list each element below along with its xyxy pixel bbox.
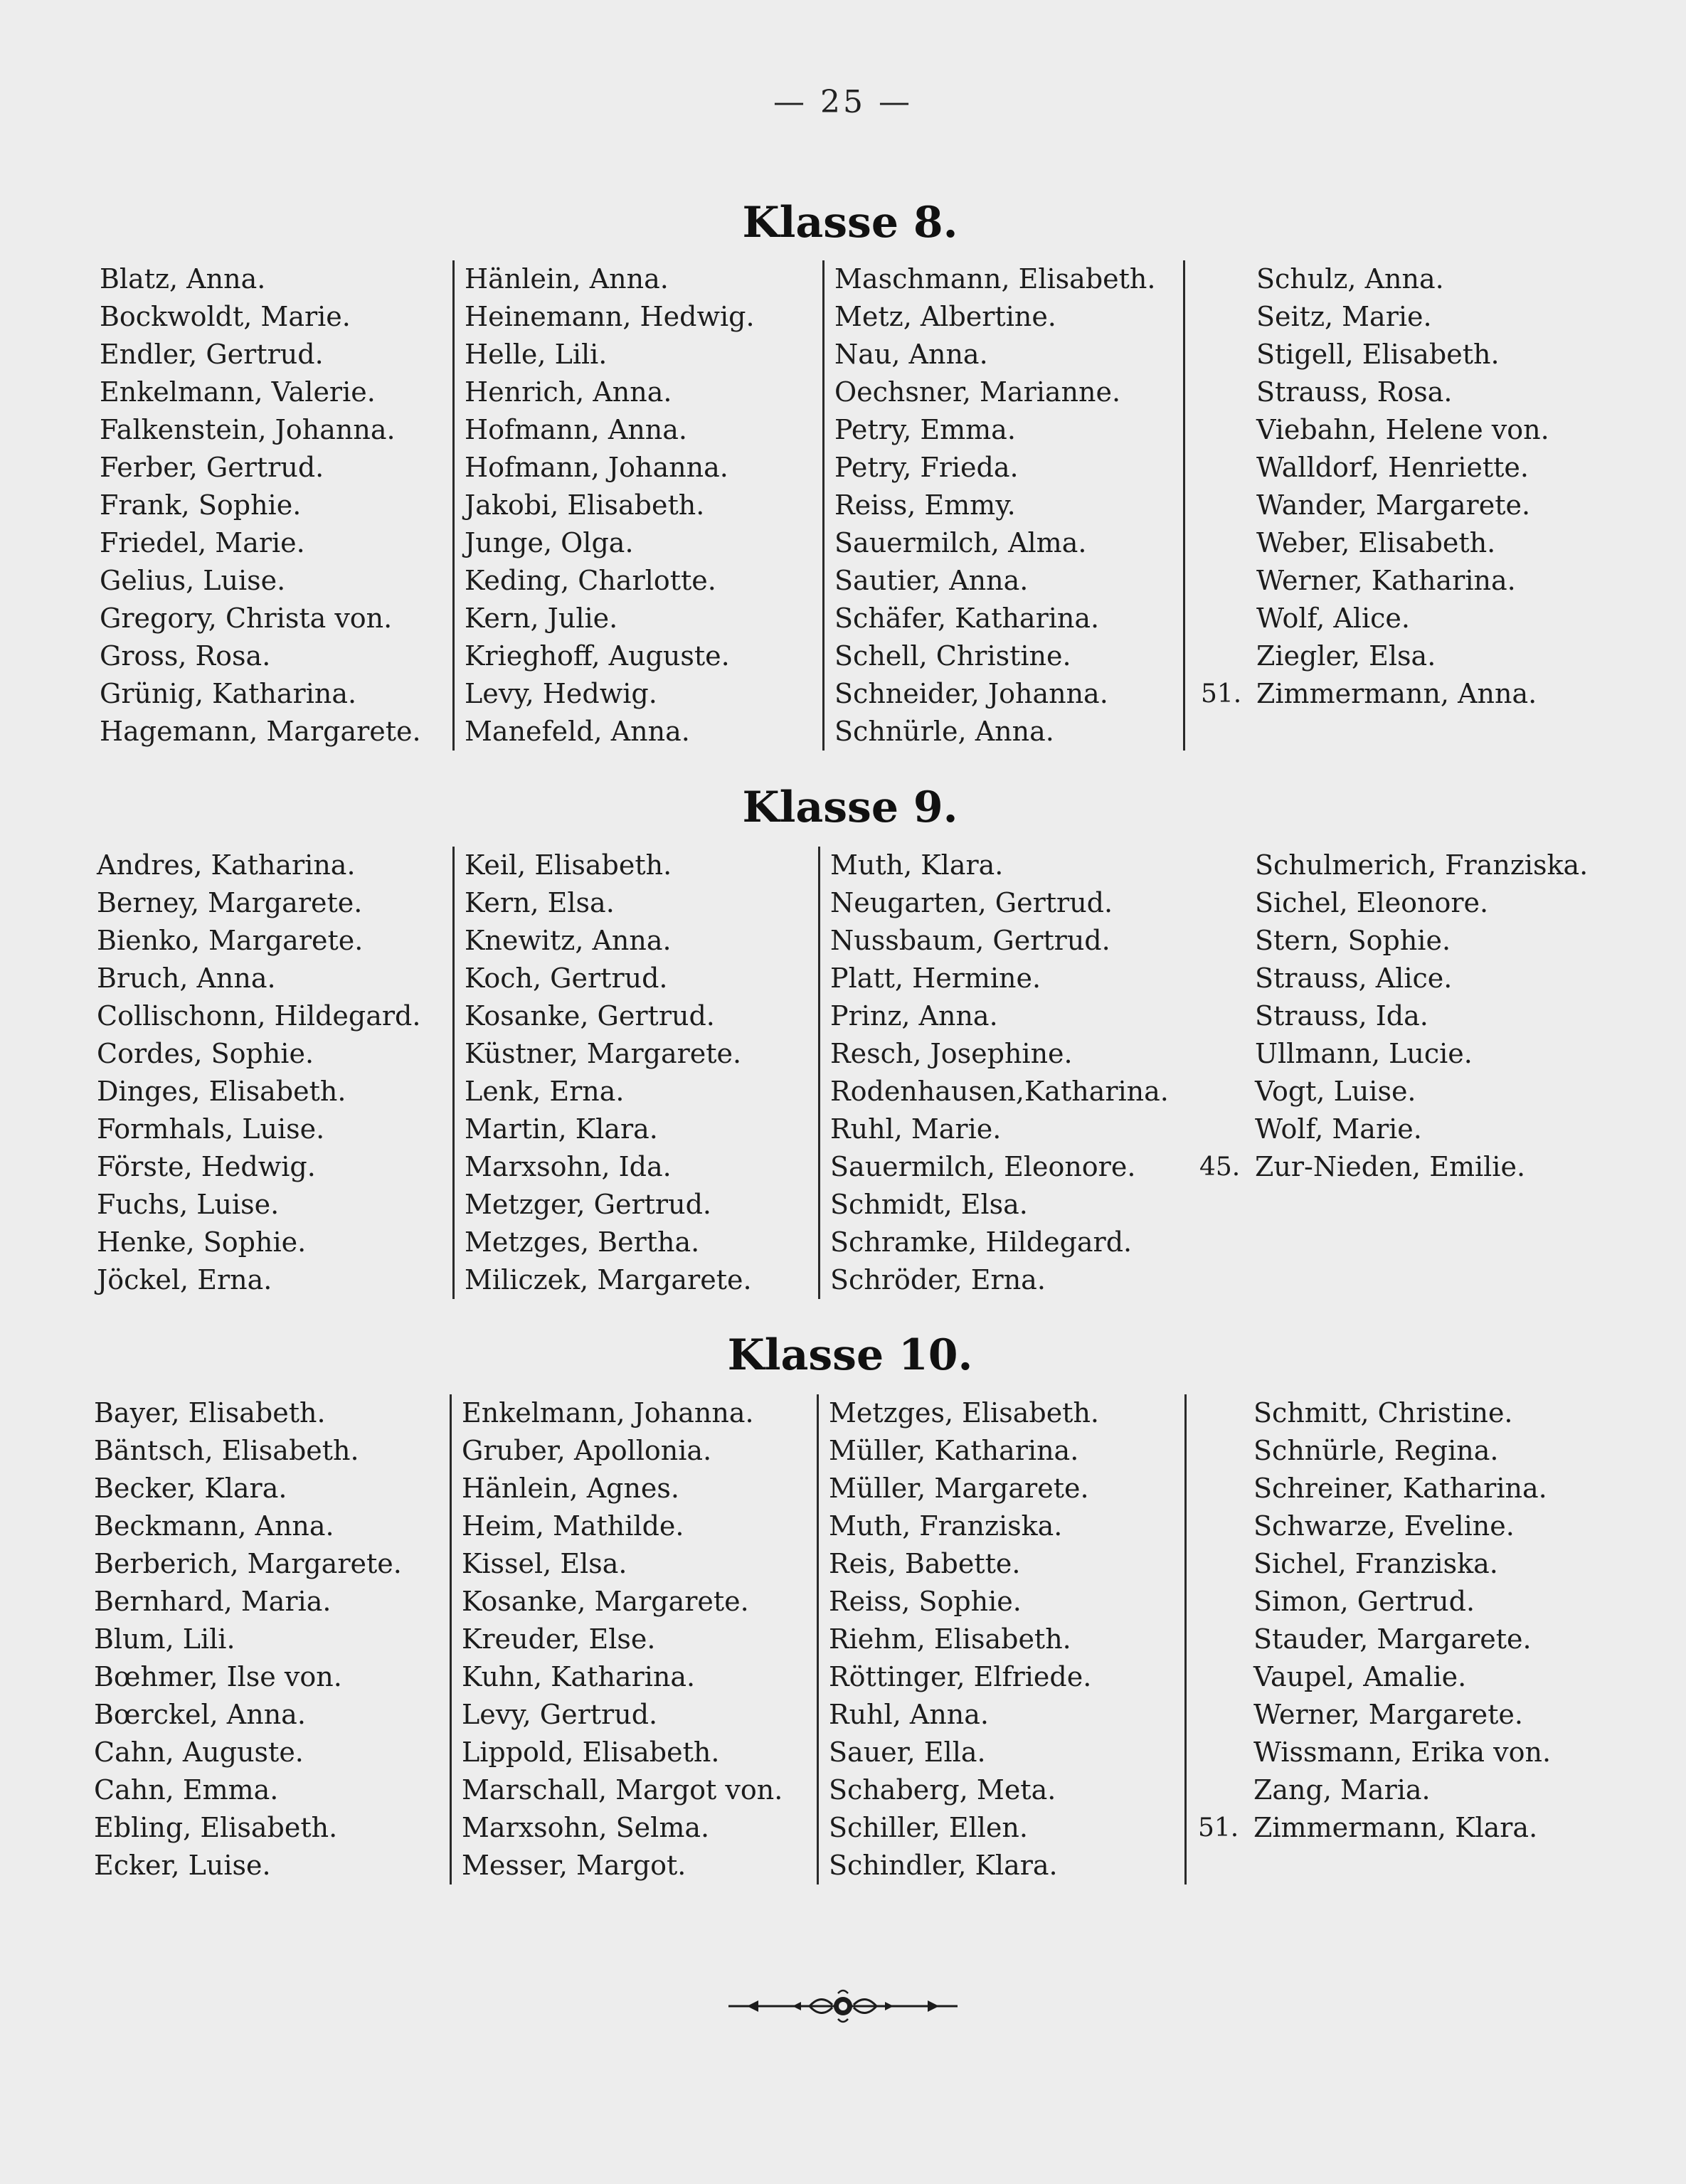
student-name: Schell, Christine. — [834, 640, 1071, 672]
student-name: Sauer, Ella. — [829, 1737, 986, 1768]
section-title-klasse-10: Klasse 10. — [727, 1330, 973, 1380]
section-title-klasse-9: Klasse 9. — [742, 783, 958, 832]
student-name: Schneider, Johanna. — [834, 678, 1108, 709]
student-name: Riehm, Elisabeth. — [829, 1623, 1071, 1655]
student-name: Becker, Klara. — [94, 1473, 287, 1504]
student-name: Schiller, Ellen. — [829, 1812, 1028, 1843]
student-name-text: Zur-Nieden, Emilie. — [1255, 1151, 1526, 1182]
ornamental-divider-icon — [726, 1986, 960, 2026]
student-name: Muth, Klara. — [830, 849, 1004, 881]
student-name: Henrich, Anna. — [465, 376, 672, 408]
student-name: Henke, Sophie. — [97, 1226, 307, 1258]
student-name: Sichel, Franziska. — [1253, 1548, 1498, 1579]
student-name: Walldorf, Henriette. — [1256, 452, 1529, 483]
student-name: Miliczek, Margarete. — [465, 1264, 752, 1295]
student-name — [1201, 675, 1549, 713]
student-name: Neugarten, Gertrud. — [830, 887, 1113, 918]
student-name: Krieghoff, Auguste. — [465, 640, 730, 672]
student-name: Friedel, Marie. — [100, 527, 305, 558]
student-name: Prinz, Anna. — [830, 1000, 998, 1032]
student-name: Gregory, Christa von. — [100, 603, 393, 634]
student-name: Dinges, Elisabeth. — [97, 1076, 346, 1107]
class-total: 51. — [1198, 1813, 1239, 1843]
student-name — [1199, 1148, 1588, 1186]
student-name: Zang, Maria. — [1253, 1774, 1431, 1806]
student-name: Müller, Margarete. — [829, 1473, 1089, 1504]
student-name: Grünig, Katharina. — [100, 678, 357, 709]
klasse-8-column-3 — [822, 260, 1185, 751]
student-name: Stern, Sophie. — [1255, 925, 1451, 956]
class-total: 51. — [1201, 679, 1242, 709]
klasse-10-column-2 — [450, 1394, 783, 1885]
student-name: Lenk, Erna. — [465, 1076, 625, 1107]
student-name: Schindler, Klara. — [829, 1850, 1058, 1881]
student-name: Hofmann, Johanna. — [465, 452, 728, 483]
student-name: Seitz, Marie. — [1256, 301, 1432, 332]
student-name: Reis, Babette. — [829, 1548, 1021, 1579]
student-name: Martin, Klara. — [465, 1113, 658, 1145]
student-name: Nussbaum, Gertrud. — [830, 925, 1110, 956]
student-name: Ruhl, Anna. — [829, 1699, 989, 1730]
student-name: Petry, Frieda. — [834, 452, 1019, 483]
klasse-8-column-1 — [100, 260, 421, 751]
student-name: Schulmerich, Franziska. — [1255, 849, 1589, 881]
student-name: Bœrckel, Anna. — [94, 1699, 306, 1730]
student-name: Metz, Albertine. — [834, 301, 1056, 332]
student-name: Vaupel, Amalie. — [1253, 1661, 1467, 1692]
student-name: Jakobi, Elisabeth. — [465, 489, 705, 521]
student-name: Nau, Anna. — [834, 339, 988, 370]
student-name: Viebahn, Helene von. — [1256, 414, 1549, 445]
student-name: Gross, Rosa. — [100, 640, 271, 672]
student-name: Metzges, Elisabeth. — [829, 1397, 1099, 1428]
student-name: Wander, Margarete. — [1256, 489, 1531, 521]
klasse-9-column-2 — [452, 847, 752, 1299]
student-name-text: Zimmermann, Anna. — [1256, 678, 1537, 709]
student-name: Schwarze, Eveline. — [1253, 1510, 1515, 1542]
student-name: Stauder, Margarete. — [1253, 1623, 1532, 1655]
student-name: Kosanke, Gertrud. — [465, 1000, 715, 1032]
student-name: Petry, Emma. — [834, 414, 1016, 445]
student-name: Stigell, Elisabeth. — [1256, 339, 1500, 370]
student-name: Marxsohn, Selma. — [462, 1812, 710, 1843]
student-name: Hänlein, Agnes. — [462, 1473, 680, 1504]
section-title-klasse-8: Klasse 8. — [742, 198, 958, 248]
student-name: Strauss, Rosa. — [1256, 376, 1453, 408]
student-name: Wolf, Marie. — [1255, 1113, 1422, 1145]
student-name: Ullmann, Lucie. — [1255, 1038, 1473, 1069]
student-name: Ecker, Luise. — [94, 1850, 271, 1881]
student-name: Sauermilch, Alma. — [834, 527, 1087, 558]
student-name: Reiss, Emmy. — [834, 489, 1016, 521]
student-name: Müller, Katharina. — [829, 1435, 1079, 1466]
student-name: Jöckel, Erna. — [97, 1264, 272, 1295]
klasse-8-column-2 — [452, 260, 755, 751]
student-name: Bockwoldt, Marie. — [100, 301, 351, 332]
student-name: Formhals, Luise. — [97, 1113, 325, 1145]
student-name: Ruhl, Marie. — [830, 1113, 1002, 1145]
student-name: Maschmann, Elisabeth. — [834, 263, 1156, 295]
student-name: Enkelmann, Johanna. — [462, 1397, 754, 1428]
klasse-9-column-4 — [1199, 847, 1589, 1186]
student-name: Gruber, Apollonia. — [462, 1435, 712, 1466]
student-name: Levy, Gertrud. — [462, 1699, 658, 1730]
student-name: Berney, Margarete. — [97, 887, 363, 918]
student-name: Schnürle, Anna. — [834, 716, 1054, 747]
student-name: Heinemann, Hedwig. — [465, 301, 755, 332]
student-name: Wolf, Alice. — [1256, 603, 1410, 634]
student-name: Falkenstein, Johanna. — [100, 414, 396, 445]
student-name: Beckmann, Anna. — [94, 1510, 334, 1542]
student-name: Blum, Lili. — [94, 1623, 235, 1655]
student-name: Andres, Katharina. — [97, 849, 356, 881]
student-name: Schmitt, Christine. — [1253, 1397, 1513, 1428]
student-name: Blatz, Anna. — [100, 263, 266, 295]
student-name: Ferber, Gertrud. — [100, 452, 324, 483]
student-name: Strauss, Ida. — [1255, 1000, 1428, 1032]
student-name: Berberich, Margarete. — [94, 1548, 402, 1579]
student-name: Bäntsch, Elisabeth. — [94, 1435, 359, 1466]
student-name: Platt, Hermine. — [830, 963, 1041, 994]
student-name: Schröder, Erna. — [830, 1264, 1046, 1295]
student-name: Bernhard, Maria. — [94, 1586, 332, 1617]
student-name: Rodenhausen,Katharina. — [830, 1076, 1169, 1107]
student-name: Schreiner, Katharina. — [1253, 1473, 1547, 1504]
student-name: Lippold, Elisabeth. — [462, 1737, 720, 1768]
student-name: Resch, Josephine. — [830, 1038, 1073, 1069]
student-name: Hofmann, Anna. — [465, 414, 687, 445]
student-name: Hagemann, Margarete. — [100, 716, 421, 747]
student-name: Hänlein, Anna. — [465, 263, 669, 295]
student-name: Kreuder, Else. — [462, 1623, 656, 1655]
student-name: Weber, Elisabeth. — [1256, 527, 1496, 558]
student-name: Cordes, Sophie. — [97, 1038, 314, 1069]
student-name — [1198, 1809, 1551, 1847]
student-name: Cahn, Emma. — [94, 1774, 279, 1806]
student-name-text: Zimmermann, Klara. — [1253, 1812, 1538, 1843]
student-name: Kuhn, Katharina. — [462, 1661, 696, 1692]
student-name: Förste, Hedwig. — [97, 1151, 316, 1182]
student-name: Keil, Elisabeth. — [465, 849, 672, 881]
student-name: Vogt, Luise. — [1255, 1076, 1416, 1107]
student-name: Schulz, Anna. — [1256, 263, 1444, 295]
student-name: Reiss, Sophie. — [829, 1586, 1022, 1617]
student-name: Werner, Katharina. — [1256, 565, 1516, 596]
student-name: Kosanke, Margarete. — [462, 1586, 749, 1617]
student-name: Messer, Margot. — [462, 1850, 686, 1881]
student-name: Knewitz, Anna. — [465, 925, 672, 956]
student-name: Sauermilch, Eleonore. — [830, 1151, 1136, 1182]
student-name: Sichel, Eleonore. — [1255, 887, 1489, 918]
klasse-8-column-4 — [1201, 260, 1549, 713]
student-name: Ebling, Elisabeth. — [94, 1812, 338, 1843]
student-name: Cahn, Auguste. — [94, 1737, 304, 1768]
student-name: Sautier, Anna. — [834, 565, 1029, 596]
student-name: Kissel, Elsa. — [462, 1548, 627, 1579]
student-name: Schäfer, Katharina. — [834, 603, 1100, 634]
student-name: Gelius, Luise. — [100, 565, 286, 596]
student-name: Kern, Julie. — [465, 603, 618, 634]
student-name: Bœhmer, Ilse von. — [94, 1661, 342, 1692]
page-number: — 25 — — [773, 84, 913, 120]
student-name: Küstner, Margarete. — [465, 1038, 742, 1069]
student-name: Helle, Lili. — [465, 339, 608, 370]
klasse-10-column-1 — [94, 1394, 402, 1885]
klasse-10-column-3 — [817, 1394, 1187, 1885]
student-name: Endler, Gertrud. — [100, 339, 324, 370]
student-name: Junge, Olga. — [465, 527, 634, 558]
student-name: Keding, Charlotte. — [465, 565, 716, 596]
class-total: 45. — [1199, 1152, 1241, 1182]
student-name: Bruch, Anna. — [97, 963, 276, 994]
klasse-10-column-4 — [1198, 1394, 1552, 1847]
student-name: Muth, Franziska. — [829, 1510, 1063, 1542]
student-name: Collischonn, Hildegard. — [97, 1000, 421, 1032]
student-name: Röttinger, Elfriede. — [829, 1661, 1092, 1692]
student-name: Enkelmann, Valerie. — [100, 376, 376, 408]
student-name: Heim, Mathilde. — [462, 1510, 684, 1542]
student-name: Strauss, Alice. — [1255, 963, 1453, 994]
student-name: Schmidt, Elsa. — [830, 1189, 1028, 1220]
student-name: Schramke, Hildegard. — [830, 1226, 1133, 1258]
student-name: Werner, Margarete. — [1253, 1699, 1523, 1730]
student-name: Manefeld, Anna. — [465, 716, 690, 747]
student-name: Kern, Elsa. — [465, 887, 615, 918]
student-name: Schnürle, Regina. — [1253, 1435, 1499, 1466]
klasse-9-column-3 — [818, 847, 1169, 1299]
student-name: Levy, Hedwig. — [465, 678, 657, 709]
student-name: Koch, Gertrud. — [465, 963, 668, 994]
student-name: Marschall, Margot von. — [462, 1774, 783, 1806]
student-name: Bienko, Margarete. — [97, 925, 364, 956]
student-name: Schaberg, Meta. — [829, 1774, 1056, 1806]
student-name: Metzger, Gertrud. — [465, 1189, 711, 1220]
student-name: Simon, Gertrud. — [1253, 1586, 1475, 1617]
student-name: Metzges, Bertha. — [465, 1226, 700, 1258]
student-name: Fuchs, Luise. — [97, 1189, 280, 1220]
student-name: Ziegler, Elsa. — [1256, 640, 1436, 672]
student-name: Bayer, Elisabeth. — [94, 1397, 326, 1428]
student-name: Oechsner, Marianne. — [834, 376, 1121, 408]
student-name: Frank, Sophie. — [100, 489, 302, 521]
student-name: Marxsohn, Ida. — [465, 1151, 672, 1182]
klasse-9-column-1 — [97, 847, 420, 1299]
student-name: Wissmann, Erika von. — [1253, 1737, 1552, 1768]
